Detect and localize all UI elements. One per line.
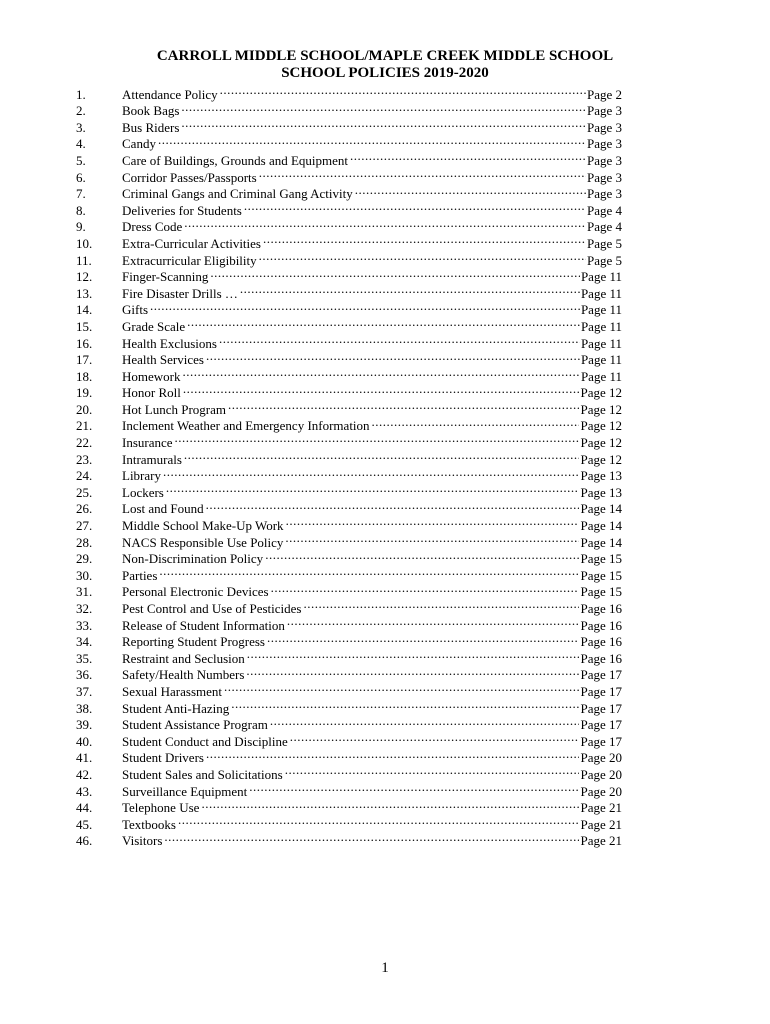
toc-entry-number: 17. [76,352,93,368]
toc-entry-label: Bus Riders [122,119,180,135]
toc-dot-leader [219,331,580,348]
toc-entry-label: Parties [122,567,158,583]
toc-entry-label: Inclement Weather and Emergency Information [122,418,370,434]
toc-dot-leader [265,547,579,564]
toc-entry-page: Page 3 [586,103,622,119]
toc-entry-label: Corridor Passes/Passports [122,169,257,185]
toc-entry-label: Release of Student Information [122,617,285,633]
toc-entry-page: Page 15 [580,567,622,583]
toc-entry-page: Page 20 [580,766,622,782]
toc-entry-label: Middle School Make-Up Work [122,518,284,534]
toc-dot-leader [181,115,586,132]
toc-entry-label: Visitors [122,833,163,849]
toc-dot-leader [184,215,586,232]
toc-entry-number: 31. [76,584,93,600]
toc-entry-label: Fire Disaster Drills … [122,285,238,301]
toc-entry-number: 43. [76,783,93,799]
toc-entry-label: Extra-Curricular Activities [122,235,261,251]
toc-entry-label: Student Conduct and Discipline [122,733,288,749]
toc-entry-number: 10. [76,235,93,251]
toc-dot-leader [224,679,579,696]
toc-entry-number: 18. [76,368,93,384]
toc-entry-page: Page 11 [580,285,622,301]
toc-entry [76,298,622,318]
toc-dot-leader [220,82,586,99]
toc-entry-number: 39. [76,717,93,733]
toc-dot-leader [184,447,580,464]
toc-dot-leader [286,513,580,530]
toc-entry-page: Page 17 [580,667,622,683]
toc-entry-number: 33. [76,617,93,633]
toc-entry-page: Page 3 [586,136,622,152]
toc-dot-leader [271,580,580,597]
toc-entry-label: Student Anti-Hazing [122,700,230,716]
toc-dot-leader [231,696,579,713]
toc-entry-page: Page 3 [586,169,622,185]
toc-entry-label: Intramurals [122,451,182,467]
toc-entry-label: Grade Scale [122,318,186,334]
toc-entry-page: Page 12 [580,385,622,401]
toc-dot-leader [206,497,580,514]
toc-entry-label: Book Bags [122,103,180,119]
toc-entry-number: 41. [76,750,93,766]
toc-entry-label: Safety/Health Numbers [122,667,245,683]
toc-entry-number: 5. [76,152,86,168]
toc-entry-page: Page 14 [580,501,622,517]
toc-dot-leader [166,480,580,497]
toc-entry-page: Page 13 [580,468,622,484]
toc-entry-page: Page 11 [580,352,622,368]
toc-entry-number: 40. [76,733,93,749]
toc-dot-leader [303,596,579,613]
toc-entry-number: 9. [76,219,86,235]
toc-entry-label: Pest Control and Use of Pesticides [122,601,302,616]
toc-dot-leader [163,464,579,481]
toc-entry-page: Page 3 [586,119,622,135]
toc-entry-page: Page 17 [580,717,622,733]
toc-entry-page: Page 20 [580,750,622,766]
toc-dot-leader [183,364,580,381]
toc-entry-label: Student Assistance Program [122,717,268,733]
toc-entry-page: Page 11 [580,318,622,334]
toc-dot-leader [247,646,580,663]
toc-dot-leader [210,265,580,282]
toc-dot-leader [290,729,580,746]
toc-entry-number: 36. [76,667,93,683]
toc-entry-page: Page 5 [586,252,622,268]
toc-entry-number: 25. [76,484,93,500]
toc-entry-page: Page 12 [580,451,622,467]
toc-entry-label: Health Exclusions [122,335,217,351]
toc-entry-page: Page 21 [580,800,622,816]
toc-entry-page: Page 14 [580,534,622,550]
toc-entry-number: 29. [76,551,93,567]
toc-dot-leader [267,630,579,647]
toc-entry-label: Health Services [122,352,204,368]
toc-entry-number: 26. [76,501,93,517]
toc-entry-label: Hot Lunch Program [122,401,226,417]
toc-entry-label: Student Drivers [122,750,204,766]
document-title [0,48,770,82]
toc-entry-label: Sexual Harassment [122,683,223,699]
toc-dot-leader [181,99,586,116]
toc-dot-leader [187,314,580,331]
toc-entry-page: Page 12 [580,435,622,451]
toc-entry-page: Page 12 [580,401,622,417]
toc-entry-label: Non-Discrimination Policy [122,551,264,567]
toc-entry-number: 24. [76,468,93,484]
toc-dot-leader [244,198,586,215]
toc-entry-number: 34. [76,634,93,650]
toc-entry-page: Page 21 [580,816,622,832]
toc-entry-label: Attendance Policy [122,86,218,102]
toc-entry-page: Page 16 [580,650,622,666]
toc-entry-number: 3. [76,119,86,135]
toc-dot-leader [259,165,586,182]
toc-entry-number: 19. [76,385,93,401]
toc-dot-leader [183,381,580,398]
toc-dot-leader [206,348,580,365]
toc-entry-page: Page 3 [586,152,622,168]
toc-dot-leader [249,779,579,796]
toc-entry-page: Page 14 [580,518,622,534]
toc-entry-number: 16. [76,335,93,351]
toc-entry-label: NACS Responsible Use Policy [122,534,284,550]
toc-entry-number: 44. [76,800,93,816]
toc-entry-number: 21. [76,418,93,434]
toc-entry-number: 38. [76,700,93,716]
toc-entry-number: 1. [76,86,86,102]
toc-entry-label: Gifts [122,302,148,318]
toc-dot-leader [201,796,579,813]
toc-entry-label: Dress Code [122,219,183,235]
toc-dot-leader [270,713,580,730]
toc-entry-label: Restraint and Seclusion [122,650,245,666]
toc-entry-label: Textbooks [122,816,176,832]
toc-entry-number: 4. [76,136,86,152]
toc-entry-label: Extracurricular Eligibility [122,252,257,268]
toc-entry-label: Personal Electronic Devices [122,584,269,600]
toc-entry-label: Honor Roll [122,385,181,401]
toc-dot-leader [285,762,580,779]
toc-entry [76,314,622,334]
toc-dot-leader [372,414,580,431]
toc-entry-number: 15. [76,318,93,334]
toc-entry-page: Page 16 [580,617,622,633]
toc-entry-page: Page 15 [580,551,622,567]
toc-entry-number: 30. [76,567,93,583]
toc-entry-number: 11. [76,252,92,268]
toc-entry-page: Page 17 [580,700,622,716]
toc-entry-label: Insurance [122,435,173,451]
toc-entry-page: Page 16 [580,601,622,616]
toc-entry-page: Page 12 [580,418,622,434]
toc-entry-number: 37. [76,683,93,699]
toc-dot-leader [355,182,586,199]
toc-entry-page: Page 11 [580,269,622,285]
toc-dot-leader [175,430,580,447]
title-line-1: CARROLL MIDDLE SCHOOL/MAPLE CREEK MIDDLE SCHOOL [156,48,614,64]
toc-entry-label: Library [122,468,161,484]
toc-entry-page: Page 11 [580,335,622,351]
toc-entry-page: Page 4 [586,202,622,218]
toc-entry-page: Page 15 [580,584,622,600]
toc-entry-label: Finger-Scanning [122,269,209,285]
toc-entry-number: 22. [76,435,93,451]
toc-entry-number: 6. [76,169,86,185]
toc-dot-leader [159,563,579,580]
toc-entry-page: Page 5 [586,235,622,251]
toc-entry-page: Page 17 [580,733,622,749]
toc-dot-leader [178,812,579,829]
toc-entry-page: Page 16 [580,634,622,650]
toc-entry-label: Reporting Student Progress [122,634,265,650]
toc-entry-number: 2. [76,103,86,119]
toc-entry [76,82,622,102]
toc-entry-label: Lost and Found [122,501,204,517]
title-line-2: SCHOOL POLICIES 2019-2020 [281,65,489,81]
toc-entry-label: Student Sales and Solicitations [122,766,283,782]
toc-dot-leader [263,231,586,248]
toc-entry-number: 32. [76,601,93,616]
toc-dot-leader [150,298,580,315]
toc-entry-number: 13. [76,285,93,301]
toc-entry-label: Deliveries for Students [122,202,242,218]
toc-dot-leader [240,281,580,298]
toc-entry-page: Page 17 [580,683,622,699]
toc-dot-leader [246,663,579,680]
toc-entry-label: Care of Buildings, Grounds and Equipment [122,152,349,168]
toc-entry-number: 46. [76,833,93,849]
page-number: 1 [381,960,389,976]
toc-entry-page: Page 11 [580,302,622,318]
toc-entry-number: 14. [76,302,93,318]
toc-entry-number: 35. [76,650,93,666]
toc-entry-number: 45. [76,816,93,832]
toc-entry-number: 23. [76,451,93,467]
toc-entry-page: Page 4 [586,219,622,235]
toc-entry-number: 12. [76,269,93,285]
table-of-contents [76,82,622,849]
toc-entry [76,132,622,152]
toc-entry-number: 28. [76,534,93,550]
toc-entry-page: Page 3 [586,186,622,202]
toc-entry-page: Page 20 [580,783,622,799]
toc-dot-leader [259,248,586,265]
toc-entry-number: 7. [76,186,86,202]
toc-entry-label: Candy [122,136,156,152]
toc-entry-label: Homework [122,368,181,384]
toc-dot-leader [228,397,579,414]
toc-entry-number: 20. [76,401,93,417]
toc-entry-label: Telephone Use [122,800,200,816]
toc-dot-leader [350,148,586,165]
toc-entry-label: Criminal Gangs and Criminal Gang Activity [122,186,353,202]
toc-entry-page: Page 21 [580,833,622,849]
toc-entry-label: Lockers [122,484,164,500]
toc-dot-leader [158,132,586,149]
toc-entry-number: 27. [76,518,93,534]
toc-entry-page: Page 13 [580,484,622,500]
toc-dot-leader [285,530,579,547]
toc-entry-page: Page 11 [580,368,622,384]
toc-entry-label: Surveillance Equipment [122,783,248,799]
toc-dot-leader [287,613,580,630]
toc-dot-leader [206,746,580,763]
toc-entry-number: 42. [76,766,93,782]
toc-dot-leader [164,829,579,846]
toc-entry-page: Page 2 [586,86,622,102]
toc-entry-number: 8. [76,202,86,218]
